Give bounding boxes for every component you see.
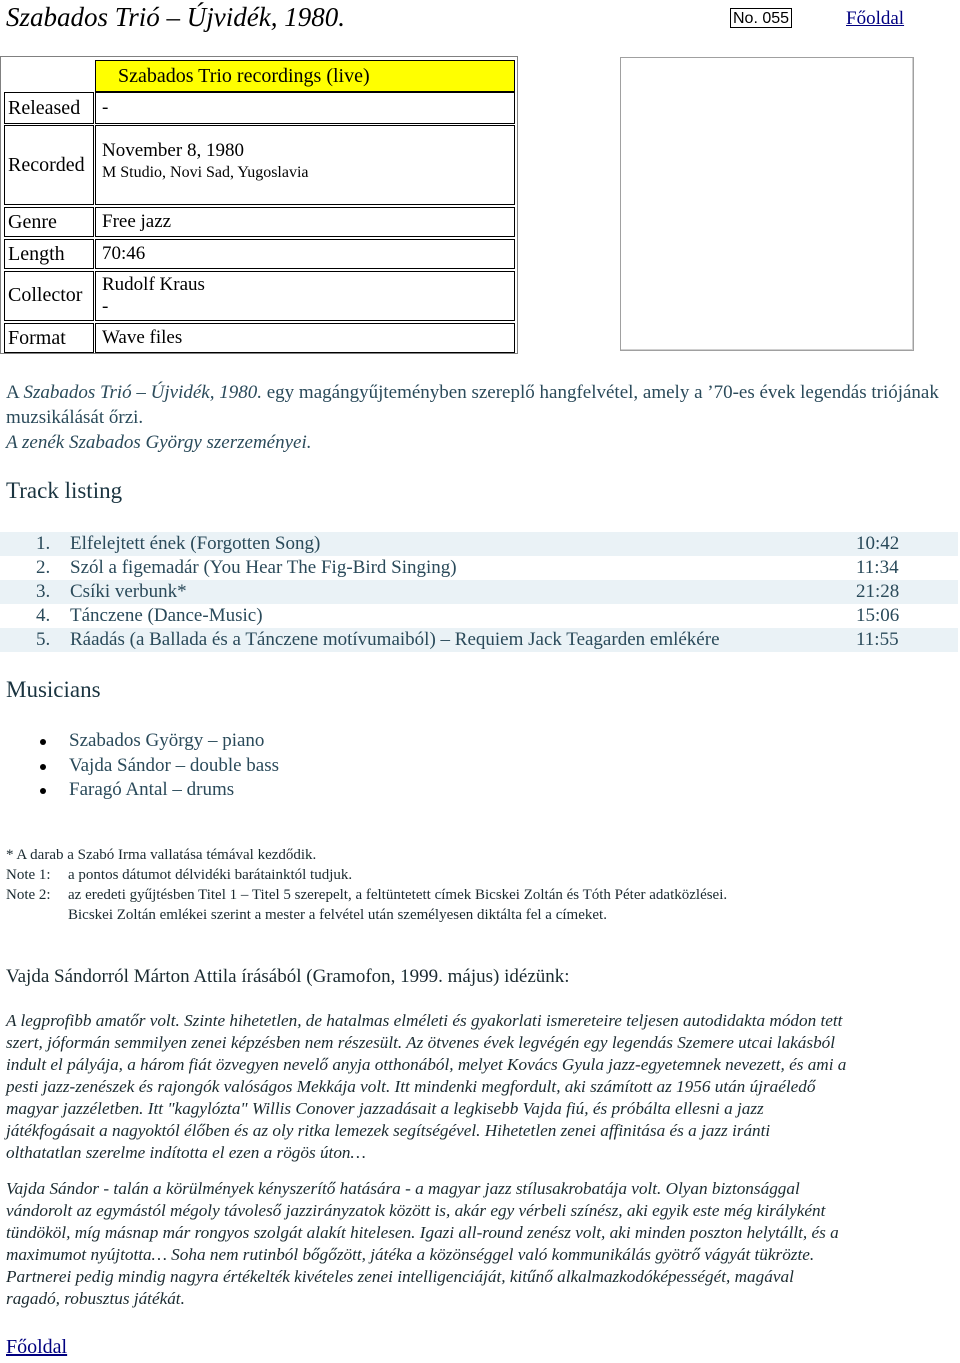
paragraph-line: tündököl, míg másnap már rongyos szolgát alakít hitelesen. Igazi all-round zenész volt, aki minden poszton helytállt, és a (6, 1223, 839, 1242)
recorded-date: November 8, 1980 (102, 140, 244, 161)
released-value: - (102, 97, 109, 118)
paragraph-line: A legprofibb amatőr volt. Szinte hihetetlen, de hatalmas elméleti és gyakorlati ismereteire teljesen autodidakta módon tett (6, 1011, 843, 1030)
track-row (0, 604, 958, 628)
collector-extra: - (102, 296, 109, 317)
track-row (0, 628, 958, 652)
recorded-value-cell (95, 125, 515, 205)
track-title: Tánczene (Dance-Music) (70, 605, 263, 626)
note-2-text: az eredeti gyűjtésben Titel 1 – Titel 5 szerepelt, a feltüntetett címek Bicskei Zoltán és Tóth Péter adatközlései. (68, 887, 728, 903)
musician-item: Vajda Sándor – double bass (40, 755, 279, 780)
released-label-cell (4, 92, 94, 124)
track-title: Szól a figemadár (You Hear The Fig-Bird Singing) (70, 557, 457, 578)
track-row (0, 532, 958, 556)
intro-text (6, 380, 946, 455)
musician-item: Szabados György – piano (40, 730, 279, 755)
notes (6, 845, 728, 925)
paragraph-line: maximumot nyújtotta… Soha nem rutinból bőgőzött, játéka a közönséggel való kommunikálás gyötrő vágyát tükrözte. (6, 1245, 815, 1264)
track-number: 2. (36, 557, 51, 578)
note-star: * A darab a Szabó Irma vallatása témával kezdődik. (6, 847, 317, 863)
musician-item: Faragó Antal – drums (40, 779, 279, 804)
paragraph-line: játékfogásait a nagyoktól élőben és az oly ritka lemezek segítségével. Hihetetlen zenei affinitása és a jazz iránti (6, 1121, 771, 1140)
recorded-label-cell (4, 125, 94, 205)
collector-value-cell (95, 271, 515, 321)
released-label: Released (8, 97, 81, 119)
length-value: 70:46 (102, 243, 146, 264)
collector-value: Rudolf Kraus (102, 274, 205, 295)
released-value-cell (95, 92, 515, 124)
home-link[interactable]: Főoldal (846, 8, 905, 29)
length-label-cell (4, 239, 94, 269)
collector-label-cell (4, 271, 94, 321)
paragraph-line: vándorolt az egymástól mégoly távoleső jazzirányzatok között is, akár egy vérbeli színész, aki egyik este még királyként (6, 1201, 826, 1220)
track-length: 21:28 (856, 581, 900, 602)
format-value-cell (95, 323, 515, 353)
length-value-cell (95, 239, 515, 269)
track-number: 3. (36, 581, 51, 602)
note-1-label: Note 1: (6, 867, 51, 883)
genre-value-cell (95, 207, 515, 237)
quote-heading: Vajda Sándorról Márton Attila írásából (Gramofon, 1999. május) idézünk: (6, 966, 570, 987)
track-length: 11:55 (856, 629, 899, 650)
track-number: 1. (36, 533, 51, 554)
recorded-label: Recorded (8, 154, 85, 176)
format-label-cell (4, 323, 94, 353)
cover-image-placeholder (620, 57, 914, 351)
paragraph-line: magyar jazzéletben. Itt "kagylózta" Willis Conover jazzadásait a legkisebb Vajda fiú, és próbálta ellesni a jazz (6, 1099, 764, 1118)
note-2-label: Note 2: (6, 887, 51, 903)
note-2-continued (6, 905, 607, 925)
recorded-place: M Studio, Novi Sad, Yugoslavia (102, 164, 309, 181)
info-table (0, 56, 518, 354)
genre-value: Free jazz (102, 211, 172, 232)
genre-label-cell (4, 207, 94, 237)
paragraph-line: olthatatlan szerelme indította el ezen a rögös úton… (6, 1143, 366, 1162)
info-heading: Szabados Trio recordings (live) (118, 65, 370, 87)
track-title: Ráadás (a Ballada és a Tánczene motívumaiból) – Requiem Jack Teagarden emlékére (70, 629, 720, 650)
page-title: Szabados Trió – Újvidék, 1980. (6, 2, 346, 32)
note-2 (6, 885, 728, 905)
track-listing-heading: Track listing (6, 478, 123, 503)
paragraph-line: pesti jazz-zenészek és rajongók valóságos Mekkája volt. Itt mindenki megfordult, aki számított az 1956 után újraéledő (6, 1077, 816, 1096)
track-title: Csíki verbunk* (70, 581, 187, 602)
track-length: 15:06 (856, 605, 900, 626)
intro-prefix: A (6, 382, 24, 403)
track-number: 5. (36, 629, 51, 650)
footer-home-link[interactable]: Főoldal (6, 1336, 68, 1358)
paragraph-line: indult el pályája, a három fiát özvegyen nevelő anyja otthonából, melyet Kovács Gyula jazz-egyetemnek nevezett, és ami a (6, 1055, 847, 1074)
intro-body: egy magángyűjteményben szereplő hangfelvétel, amely a ’70-es évek legendás triójának muzsikálását őrzi. (6, 382, 939, 428)
length-label: Length (8, 243, 65, 265)
paragraph-line: Partnerei pedig mindig nagyra értékelték kivételes zenei intelligenciáját, kitűnő alkalmazkodóképességét, magával (6, 1267, 794, 1286)
track-row (0, 556, 958, 580)
intro-line2: A zenék Szabados György szerzeményei. (6, 432, 312, 453)
note-1-text: a pontos dátumot délvidéki barátainktól tudjuk. (68, 867, 353, 883)
musicians-list (40, 730, 279, 804)
paragraph-line: Vajda Sándor - talán a körülmények kényszerítő hatására - a magyar jazz stílusakrobatája volt. Olyan biztonsággal (6, 1179, 800, 1198)
paragraph-line: ragadó, robusztus játékát. (6, 1289, 185, 1308)
musicians-heading: Musicians (6, 677, 101, 702)
track-length: 10:42 (856, 533, 900, 554)
track-length: 11:34 (856, 557, 899, 578)
record-number: No. 055 (730, 8, 792, 28)
genre-label: Genre (8, 211, 57, 233)
quote-paragraph-1 (6, 1010, 954, 1164)
format-label: Format (8, 327, 66, 349)
note-2-cont-text: Bicskei Zoltán emlékei szerint a mester a felvétel után személyesen diktálta fel a címeket. (68, 907, 607, 923)
track-number: 4. (36, 605, 51, 626)
collector-label: Collector (8, 284, 83, 306)
intro-title-ref: Szabados Trió – Újvidék, 1980. (23, 382, 262, 403)
format-value: Wave files (102, 327, 183, 348)
quote-paragraph-2 (6, 1178, 954, 1310)
track-title: Elfelejtett ének (Forgotten Song) (70, 533, 321, 554)
track-row (0, 580, 958, 604)
info-heading-cell (95, 60, 515, 92)
paragraph-line: szert, jóformán semmilyen zenei képzésben nem részesült. Az ötvenes évek legvégén egy legendás Szemere utcai lakásból (6, 1033, 836, 1052)
note-1 (6, 865, 353, 885)
